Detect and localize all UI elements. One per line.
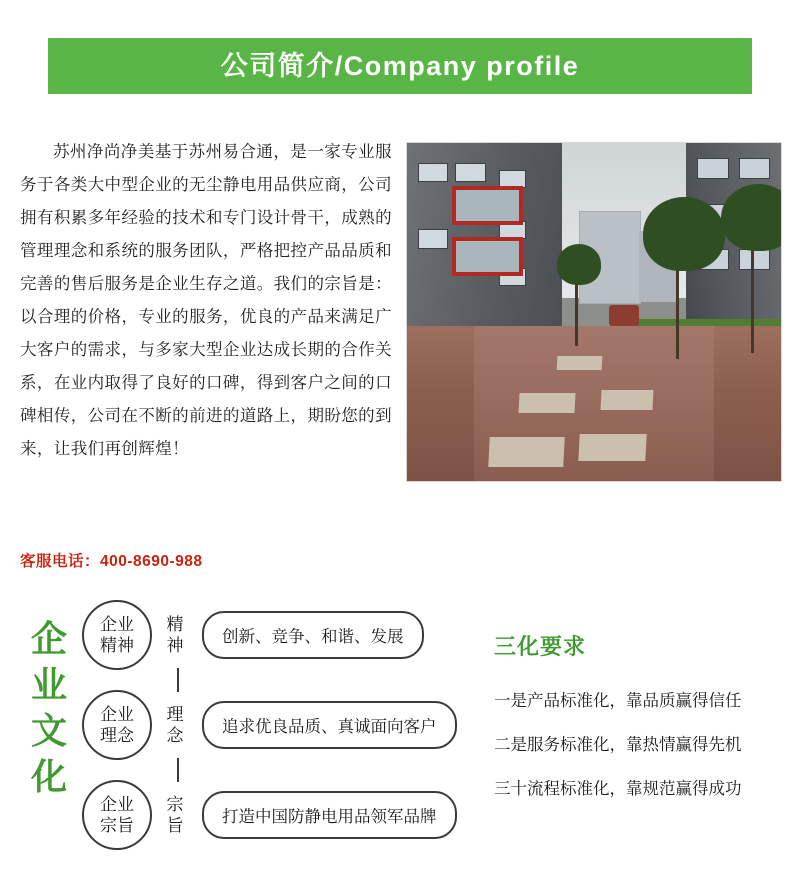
- culture-pill-spirit: 创新、竞争、和谐、发展: [202, 611, 424, 659]
- photo-red-window-lower: [452, 237, 523, 276]
- culture-circle-line1: 企业: [100, 615, 134, 634]
- culture-side-label-philosophy: 理念: [166, 705, 184, 745]
- culture-row: [82, 680, 502, 770]
- requirements-section: [494, 630, 784, 811]
- culture-row: [82, 590, 502, 680]
- culture-circle-line2: 精神: [100, 636, 134, 655]
- culture-circle-spirit: [82, 600, 152, 670]
- service-hotline: 客服电话：400-8690-988: [20, 553, 203, 570]
- campus-photo: [406, 142, 782, 482]
- photo-tree-far-right: [721, 184, 782, 252]
- culture-row: [82, 770, 502, 860]
- culture-pill-philosophy: 追求优良品质、真诚面向客户: [202, 701, 457, 749]
- photo-left-building: [406, 143, 562, 339]
- culture-circle-line1: 企业: [100, 795, 134, 814]
- culture-side-label-spirit: 精神: [166, 615, 184, 655]
- culture-circle-line2: 宗旨: [100, 816, 134, 835]
- photo-tree-right: [643, 197, 725, 271]
- photo-red-window-upper: [452, 186, 523, 225]
- photo-vehicle: [609, 305, 639, 325]
- culture-side-label-purpose: 宗旨: [166, 795, 184, 835]
- photo-tree-mid: [557, 244, 602, 285]
- culture-vertical-title: 企业文化: [30, 618, 67, 797]
- page-title: 公司简介/Company profile: [220, 50, 580, 81]
- requirement-item-2: 二是服务标准化，靠热情赢得先机: [494, 736, 742, 754]
- intro-paragraph: 苏州净尚净美基于苏州易合通，是一家专业服务于各类大中型企业的无尘静电用品供应商，公司拥有积累多年经验的技术和专门设计骨干，成熟的管理理念和系统的服务团队，严格把控产品品质和完善的售后服务是企业生存之道。我们的宗旨是：以合理的价格，专业的服务，优良的产品来满足广大客户的需求，与多家大型企业达成长期的合作关系，在业内取得了良好的口碑，得到客户之间的口碑相传，公司在不断的前进的道路上，期盼您的到来，让我们再创辉煌！: [20, 143, 392, 458]
- culture-circle-philosophy: [82, 690, 152, 760]
- culture-circle-line2: 理念: [100, 726, 134, 745]
- requirements-title: 三化要求: [494, 634, 587, 659]
- culture-circle-purpose: [82, 780, 152, 850]
- culture-rows: [82, 590, 502, 860]
- culture-circle-line1: 企业: [100, 705, 134, 724]
- requirement-item-1: 一是产品标准化，靠品质赢得信任: [494, 692, 742, 710]
- intro-block: [20, 136, 392, 466]
- page-header-banner: [48, 38, 752, 94]
- requirement-item-3: 三十流程标准化，靠规范赢得成功: [494, 780, 742, 798]
- culture-pill-purpose: 打造中国防静电用品领军品牌: [202, 791, 457, 839]
